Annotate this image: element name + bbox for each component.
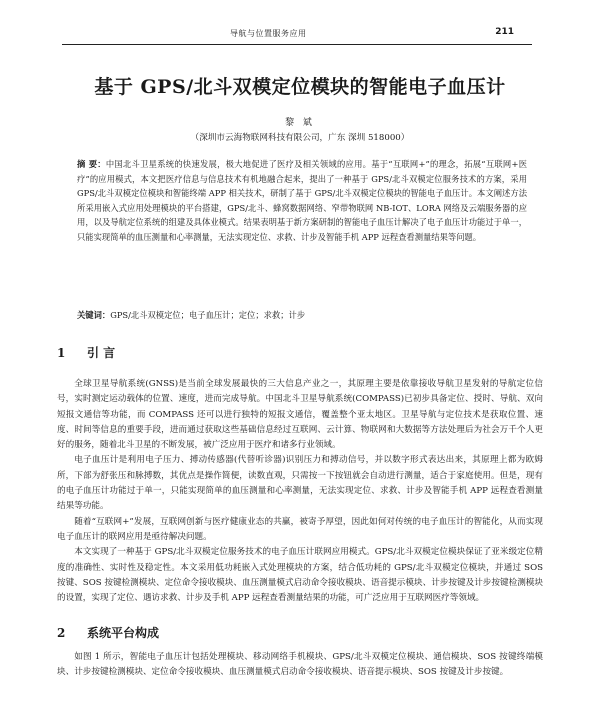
section-body <box>57 650 543 681</box>
keywords-label: 关键词： <box>77 310 111 320</box>
paragraph: 如图 1 所示，智能电子血压计包括处理模块、移动网络手机模块、GPS/北斗双模定位模块、通信模块、SOS 按键终端模块、计步按键检测模块、定位命令接收模块、血压测量模式启动命令接收模块、语音提示模块、SOS 按键及计步按键。 <box>57 652 543 678</box>
author: 黎 斌 <box>285 118 315 128</box>
paragraph: 本文实现了一种基于 GPS/北斗双模定位服务技术的电子血压计联网应用模式。GPS/北斗双模定位模块保证了亚米级定位精度的准确性、实时性及稳定性。本文采用低功耗嵌入式处理模块的方案，结合低功耗的 GPS/北斗双模定位模块，并通过 SOS 按键、SOS 按键检测模块、定位命令接收模块、血压测量模式启动命令接收模块、语音提示模块、计步按键及计步按键检测模块的设置，实现了定位、遇访求救、计步及手机 APP 远程查看测量结果的功能，可广泛应用于互联网医疗等领域。 <box>57 547 543 604</box>
keywords <box>77 309 527 321</box>
paragraph: 电子血压计是利用电子压力、搏动传感器(代替听诊器)识别压力和搏动信号，并以数字形式表达出来，其原理上都为欧姆所，下部为舒张压和脉搏数，其优点是操作简便，读数直观，只需按一下按钮就会自动进行测量，适合于家庭使用。但是，现有的电子血压计功能过于单一，只能实现简单的血压测量和心率测量，无法实现定位、求救、计步及智能手机 APP 远程查看测量结果等功能。 <box>57 455 543 512</box>
abstract-text: 中国北斗卫星系统的快速发展，极大地促进了医疗及相关领域的应用。基于“互联网+”的理念，拓展“互联网+医疗”的应用模式，本文把医疗信息与信息技术有机地融合起来，提出了一种基于 GPS/北斗双模定位服务技术的方案，采用 GPS/北斗双模定位模块和智能终端 APP 相关技术，研制了基于 GPS/北斗双模定位模块的智能电子血压计。本文阐述方法所采用嵌入式应用处理模块的平台搭建，GPS/北斗、蜂窝数据网络、窄带物联网 NB-IOT、LORA 网络及云端服务器的应用，以及导航定位系统的组建及具体业模式。结果表明基于新方案研制的智能电子血压计解决了电子血压计功能过于单一，只能实现简单的血压测量和心率测量，无法实现定位、求救、计步及智能手机 APP 远程查看测量结果等问题。 <box>77 159 528 242</box>
section-title: 引 言 <box>87 346 116 360</box>
page-number: 211 <box>495 27 514 37</box>
abstract <box>77 157 527 245</box>
section-heading <box>57 624 159 641</box>
abstract-label: 摘 要： <box>77 159 106 169</box>
section-heading <box>57 344 115 361</box>
section-title: 系统平台构成 <box>87 626 160 640</box>
paragraph: 随着“互联网+”发展，互联网创新与医疗健康业态的共赢，被寄予厚望，因此如何对传统的电子血压计的智能化，从而实现电子血压计的联网应用是亟待解决问题。 <box>57 516 543 542</box>
header-rule <box>62 44 532 45</box>
section-number: 1 <box>57 346 66 360</box>
paper-title: 基于 GPS/北斗双模定位模块的智能电子血压计 <box>94 76 506 98</box>
section-body <box>57 377 543 606</box>
section-number: 2 <box>57 626 66 640</box>
keywords-text: GPS/北斗双模定位；电子血压计；定位；求救；计步 <box>110 310 306 320</box>
affiliation: （深圳市云海物联网科技有限公司，广东 深圳 518000） <box>190 133 410 143</box>
paragraph: 全球卫星导航系统(GNSS)是当前全球发展最快的三大信息产业之一，其原理主要是依靠接收导航卫星发射的导航定位信号，实时测定运动载体的位置、速度，进而完成导航。中国北斗卫星导航系统(COMPASS)已初步具备定位、授时、导航、双向短报文通信等功能，而 COMPASS 还可以进行独特的短报文通信，覆盖整个亚太地区。卫星导航与定位技术是获取位置、速度、时间等信息的重要手段，进而通过获取这些基础信息经过互联网、云计算、物联网和大数据等方法处理后为社会万千个人更好的服务，随着北斗卫星的不断发展，被广泛应用于医疗和诸多行业领域。 <box>57 379 543 451</box>
running-header: 导航与位置服务应用 <box>230 29 307 38</box>
